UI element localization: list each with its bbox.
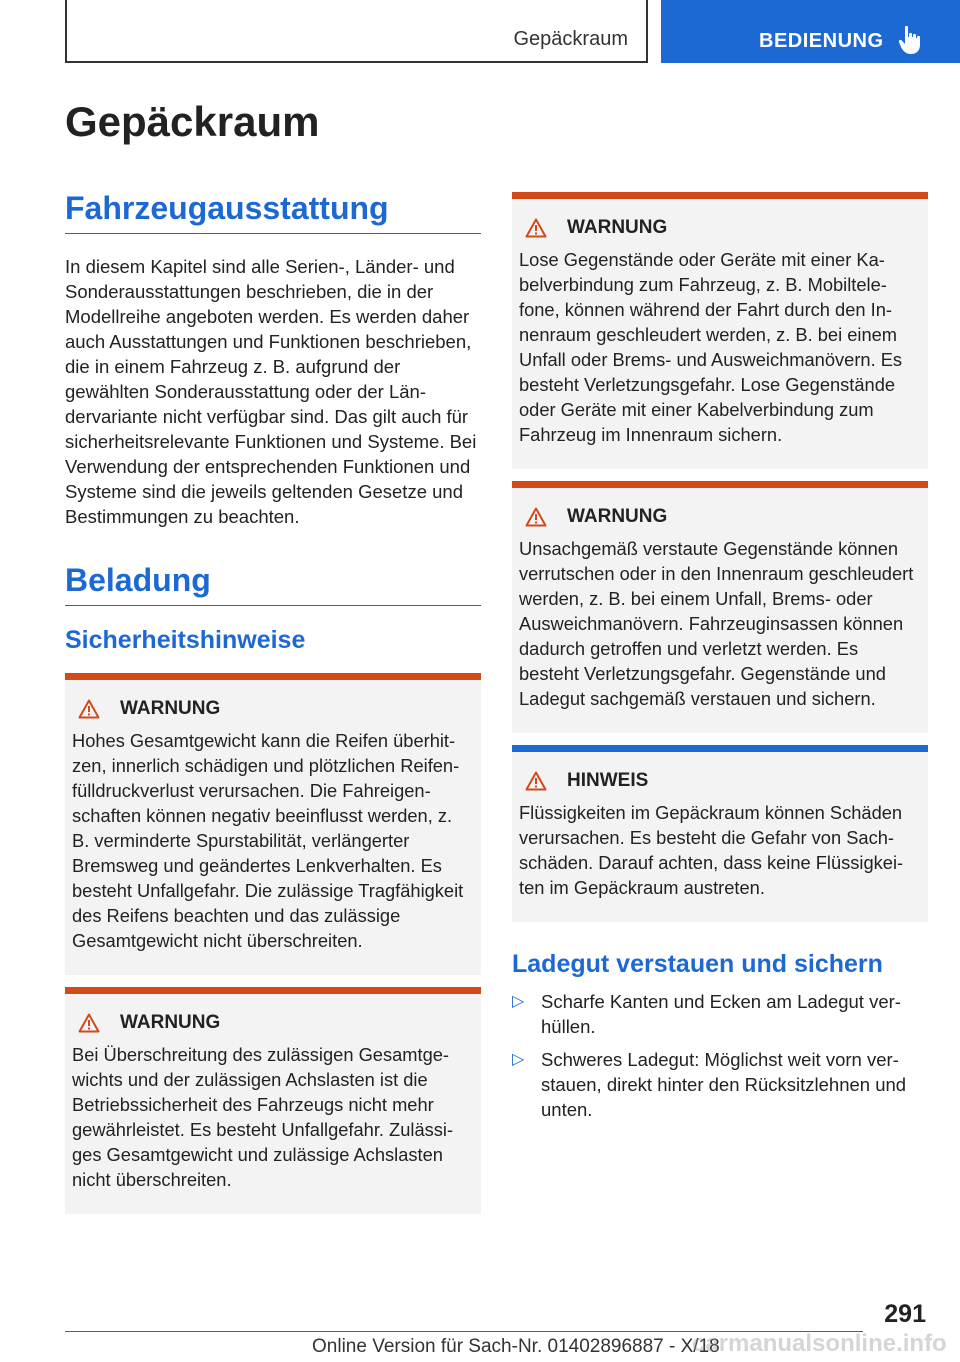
warning-box-overload [65,673,481,975]
header-chapter-title: BEDIENUNG [759,30,884,52]
header-section-title: Gepäckraum [513,28,628,50]
warning-label: WARNUNG [567,217,668,238]
watermark: carmanualsonline.info [692,1330,947,1357]
warning-label: WARNUNG [120,698,221,719]
list-item [512,989,928,1039]
header-section-box [65,0,648,63]
warning-box-header [519,215,920,241]
warning-text: Hohes Gesamtgewicht kann die Reifen überhitzen, innerlich schädigen und plötzlichen Reifenfülldruckverlust verursachen. Die Fahreigenschaften können negativ beeinflusst werden, z. B. verminderte Spurstabilität, verlängerter Bremsweg und geändertes Lenkverhalten. Es besteht Unfallgefahr. Die zulässige Tragfähigkeit des Reifens beachten und das zulässige Gesamtgewicht nicht überschreiten. [72,730,464,951]
warning-triangle-icon [78,1013,100,1033]
header-chapter-tab [661,0,960,63]
notice-box-header [519,768,920,794]
list-item-text: Schweres Ladegut: Möglichst weit vorn verstauen, direkt hinter den Rücksitzlehnen und unten. [541,1049,907,1120]
equipment-text: In diesem Kapitel sind alle Serien-, Länder- und Sonderausstattungen beschrieben, die in der Modellreihe angeboten werden. Es werden daher auch Ausstattungen und Funktionen beschrieben, die in einem Fahrzeug z. B. aufgrund der gewählten Sonderausstattung oder der Ländervariante nicht verfügbar sind. Das gilt auch für sicherheitsrelevante Funktionen und Systeme. Bei Verwendung der entsprechenden Funktionen und Systeme sind die jeweils geltenden Gesetze und Bestimmungen zu beachten. [65,256,477,527]
page-title: Gepäckraum [65,98,320,145]
warning-text: Lose Gegenstände oder Geräte mit einer Kabelverbindung zum Fahrzeug, z. B. Mobiltelefone, können während der Fahrt durch den Innenraum geschleudert werden, z. B. bei einem Unfall oder Brems- und Ausweichmanövern. Es besteht Verletzungsgefahr. Lose Gegenstände oder Geräte mit einer Kabelverbindung zum Fahrzeug im Innenraum sichern. [519,249,903,445]
equipment-heading: Fahrzeugausstattung [65,190,481,234]
warning-text: Bei Überschreitung des zulässigen Gesamtgewichts und der zulässigen Achslasten ist die Betriebssicherheit des Fahrzeugs nicht mehr gewährleistet. Es besteht Unfallgefahr. Zulässiges Gesamtgewicht und zulässige Achslasten nicht überschreiten. [72,1044,454,1190]
list-item [512,1047,928,1122]
warning-triangle-icon [525,218,547,238]
warning-triangle-icon [525,771,547,791]
warning-label: WARNUNG [567,506,668,527]
notice-label: HINWEIS [567,770,649,791]
left-column [65,190,481,1214]
warning-box-axle-load [65,987,481,1214]
bullet-triangle-icon: ▷ [512,1051,525,1068]
bullet-triangle-icon: ▷ [512,993,525,1010]
page-number: 291 [884,1300,926,1328]
stowing-list [512,989,928,1122]
safety-subheading: Sicherheitshinweise [65,626,306,654]
warning-label: WARNUNG [120,1012,221,1033]
warning-box-header [72,1010,473,1036]
loading-heading: Beladung [65,562,481,606]
warning-text: Unsachgemäß verstaute Gegenstände können verrutschen oder in den Innenraum geschleudert werden, z. B. bei einem Unfall, Brems- oder Ausweichmanövern. Fahrzeuginsassen können dadurch getroffen und verletzt werden. Es besteht Verletzungsgefahr. Gegenstände und Ladegut sachgemäß verstauen und sichern. [519,538,914,709]
warning-box-improper-stowing [512,481,928,733]
warning-box-loose-objects [512,192,928,469]
list-item-text: Scharfe Kanten und Ecken am Ladegut verhüllen. [541,991,901,1037]
footer-online-version: Online Version für Sach-Nr. 01402896887 - X/18 [312,1336,720,1357]
warning-box-header [72,696,473,722]
warning-box-header [519,504,920,530]
warning-triangle-icon [78,699,100,719]
notice-box-liquids [512,745,928,922]
pointing-hand-icon [898,25,922,55]
right-column [512,192,928,1130]
notice-text: Flüssigkeiten im Gepäckraum können Schäden verursachen. Es besteht die Gefahr von Sachschäden. Darauf achten, dass keine Flüssigkeiten im Gepäckraum austreten. [519,802,904,898]
warning-triangle-icon [525,507,547,527]
stowing-heading: Ladegut verstauen und sichern [512,950,883,978]
